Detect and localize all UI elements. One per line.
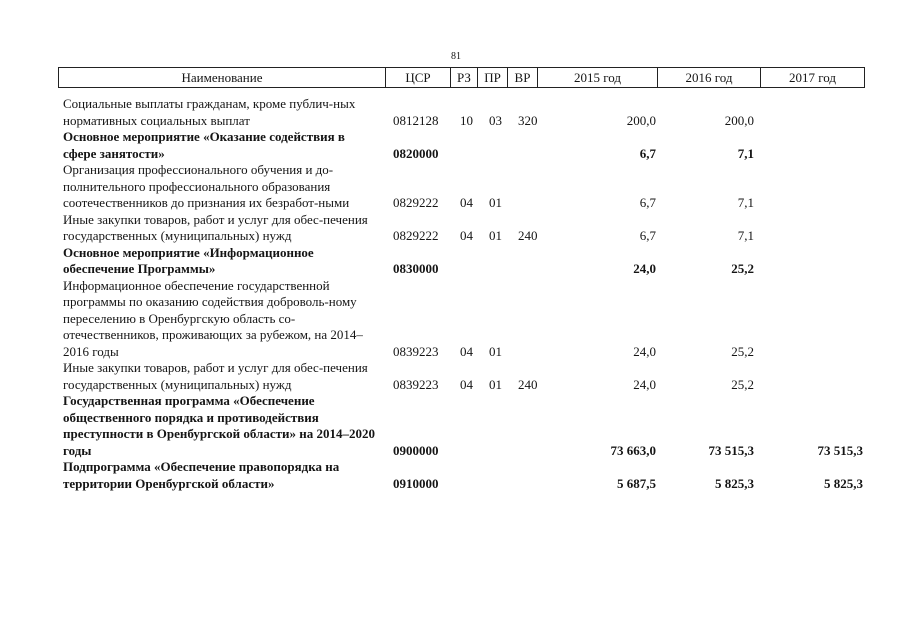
row-2016: 25,2 [731,261,754,276]
header-2017: 2017 год [760,68,865,87]
row-rz: 04 [460,228,473,243]
row-2017: 5 825,3 [824,475,863,491]
row-name: Подпрограмма «Обеспечение правопорядка на территории Оренбургской области» [63,459,340,491]
row-csr: 0830000 [393,261,439,276]
table-row [0,459,905,492]
row-2016: 73 515,3 [708,442,754,458]
row-2015: 73 663,0 [610,442,656,458]
table-row [0,245,905,278]
table-row [0,129,905,162]
table-row [0,278,905,361]
row-csr: 0829222 [393,228,439,243]
table-body [0,96,905,492]
table-row [0,96,905,129]
row-rz: 04 [460,195,473,210]
row-pr: 03 [489,112,502,128]
header-name: Наименование [58,68,385,87]
header-rz: РЗ [450,68,477,87]
row-name: Иные закупки товаров, работ и услуг для обес-печения государственных (муниципальных) нужд [63,211,368,243]
row-name: Основное мероприятие «Оказание содействия в сфере занятости» [63,129,345,161]
row-2017: 73 515,3 [817,442,863,458]
row-vr: 240 [518,376,538,392]
header-2015: 2015 год [537,68,657,87]
header-vr: ВР [507,68,537,87]
row-name: Организация профессионального обучения и до-полнительного профессионального образования соотечественников до признания их безработ-ными [63,162,350,210]
row-csr: 0829222 [393,195,439,210]
row-pr: 01 [489,228,502,243]
row-2016: 7,1 [737,228,754,243]
header-csr: ЦСР [385,68,450,87]
row-rz: 04 [460,343,473,359]
row-name: Информационное обеспечение государственной программы по оказанию содействия доброволь-ному переселению в Оренбургскую область со-отечественников, проживающих за рубежом, на 2014–2016 годы [63,277,363,359]
table-row [0,360,905,393]
row-vr: 240 [518,228,538,243]
row-2015: 5 687,5 [617,475,656,491]
row-2015: 24,0 [633,343,656,359]
table-row [0,162,905,212]
row-2015: 6,7 [639,195,656,210]
row-pr: 01 [489,343,502,359]
page-number: 81 [451,51,461,62]
row-rz: 10 [460,112,473,128]
row-2016: 25,2 [731,343,754,359]
row-vr: 320 [518,112,538,128]
row-2016: 200,0 [724,112,754,128]
row-name: Социальные выплаты гражданам, кроме публич-ных нормативных социальных выплат [63,96,356,128]
row-name: Иные закупки товаров, работ и услуг для обес-печения государственных (муниципальных) нужд [63,360,368,392]
row-name: Основное мероприятие «Информационное обеспечение Программы» [63,244,314,276]
header-2016: 2016 год [657,68,760,87]
row-csr: 0910000 [393,475,439,491]
row-csr: 0900000 [393,442,439,458]
row-2016: 7,1 [737,195,754,210]
row-csr: 0839223 [393,343,439,359]
row-csr: 0812128 [393,112,439,128]
row-2015: 6,7 [639,145,656,161]
row-name: Государственная программа «Обеспечение общественного порядка и противодействия преступности в Оренбургской области» на 2014–2020 годы [63,393,375,458]
table-header [58,67,865,88]
table-row [0,393,905,459]
row-2015: 200,0 [626,112,656,128]
row-csr: 0839223 [393,376,439,392]
row-2015: 6,7 [639,228,656,243]
row-csr: 0820000 [393,145,439,161]
row-2016: 25,2 [731,376,754,392]
row-pr: 01 [489,195,502,210]
row-rz: 04 [460,376,473,392]
row-pr: 01 [489,376,502,392]
row-2015: 24,0 [633,261,656,276]
row-2015: 24,0 [633,376,656,392]
header-pr: ПР [477,68,507,87]
row-2016: 5 825,3 [715,475,754,491]
table-row [0,212,905,245]
row-2016: 7,1 [737,145,754,161]
